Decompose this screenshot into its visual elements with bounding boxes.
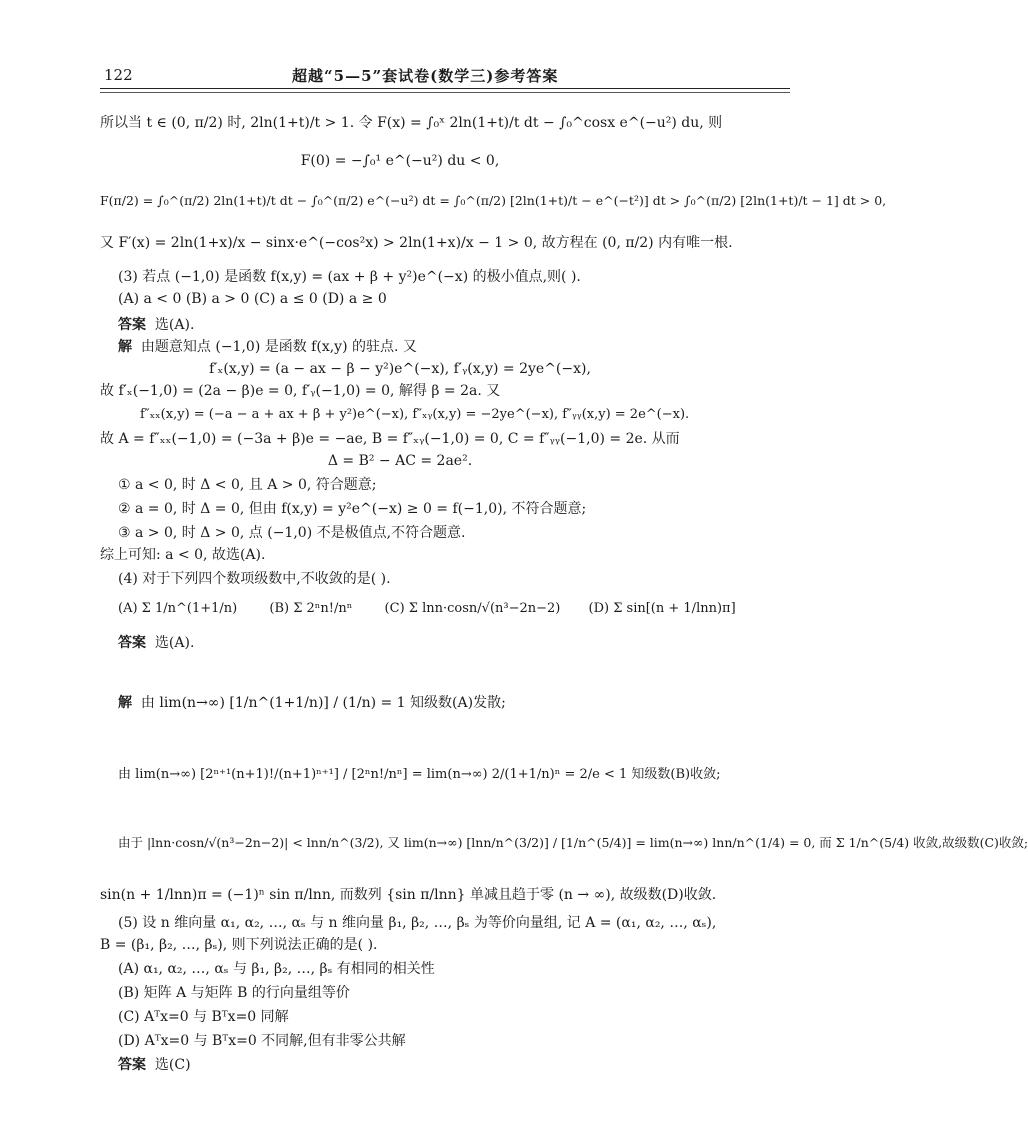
solution-4-d: sin(n + 1/lnn)π = (−1)ⁿ sin π/lnn, 而数列 {sin π/lnn} 单减且趋于零 (n → ∞), 故级数(D)收敛.	[100, 887, 717, 903]
question-5: (5) 设 n 维向量 α₁, α₂, …, αₛ 与 n 维向量 β₁, β₂, …, βₛ 为等价向量组, 记 A = (α₁, α₂, …, αₛ),	[118, 915, 717, 931]
text-line-abc: 故 A = f″ₓₓ(−1,0) = (−3a + β)e = −ae, B = f″ₓᵧ(−1,0) = 0, C = f″ᵧᵧ(−1,0) = 2e. 从而	[100, 431, 680, 447]
case-3: ③ a > 0, 时 Δ > 0, 点 (−1,0) 不是极值点,不符合题意.	[118, 525, 466, 541]
answer-label: 答案	[118, 317, 146, 333]
option-c: (C) Σ lnn·cosn/√(n³−2n−2)	[384, 601, 561, 616]
answer-text: 选(C)	[154, 1057, 191, 1073]
question-3-options: (A) a < 0 (B) a > 0 (C) a ≤ 0 (D) a ≥ 0	[118, 291, 387, 307]
solution-4-b: 由 lim(n→∞) [2ⁿ⁺¹(n+1)!/(n+1)ⁿ⁺¹] / [2ⁿn!/nⁿ] = lim(n→∞) 2/(1+1/n)ⁿ = 2/e < 1 知级数(B)收敛;	[118, 767, 721, 782]
question-5-option-c: (C) Aᵀx=0 与 Bᵀx=0 同解	[118, 1009, 289, 1025]
text-line-stationary: 故 f′ₓ(−1,0) = (2a − β)e = 0, f′ᵧ(−1,0) = 0, 解得 β = 2a. 又	[100, 383, 501, 399]
question-3: (3) 若点 (−1,0) 是函数 f(x,y) = (ax + β + y²)e^(−x) 的极小值点,则( ).	[118, 269, 581, 285]
question-5-option-b: (B) 矩阵 A 与矩阵 B 的行向量组等价	[118, 985, 350, 1001]
solution-label: 解	[118, 695, 132, 711]
answer-text: 选(A).	[154, 317, 195, 333]
equation-f-pi-half: F(π/2) = ∫₀^(π/2) 2ln(1+t)/t dt − ∫₀^(π/2) e^(−u²) dt = ∫₀^(π/2) [2ln(1+t)/t − e^(−t²)] dt > ∫₀^(π/2) [2ln(1+t)/t − 1] dt > 0,	[100, 193, 887, 208]
answer-5	[118, 1054, 191, 1076]
answer-label: 答案	[118, 635, 146, 651]
option-a: (A) Σ 1/n^(1+1/n)	[118, 601, 238, 616]
header-rule-thin	[100, 92, 790, 93]
question-5-option-a: (A) α₁, α₂, …, αₛ 与 β₁, β₂, …, βₛ 有相同的相关性	[118, 961, 435, 977]
answer-3	[118, 314, 194, 336]
equation-second-partials: f″ₓₓ(x,y) = (−a − a + ax + β + y²)e^(−x), f″ₓᵧ(x,y) = −2ye^(−x), f″ᵧᵧ(x,y) = 2e^(−x).	[140, 407, 690, 422]
solution-4-c: 由于 |lnn·cosn/√(n³−2n−2)| < lnn/n^(3/2), 又 lim(n→∞) [lnn/n^(3/2)] / [1/n^(5/4)] = lim(n→∞) lnn/n^(1/4) = 0, 而 Σ 1/n^(5/4) 收敛,故级数(C)收敛;	[118, 835, 1028, 850]
option-b: (B) Σ 2ⁿn!/nⁿ	[269, 601, 353, 616]
text-line-derivative: 又 F′(x) = 2ln(1+x)/x − sinx·e^(−cos²x) > 2ln(1+x)/x − 1 > 0, 故方程在 (0, π/2) 内有唯一根.	[100, 235, 733, 251]
case-1: ① a < 0, 时 Δ < 0, 且 A > 0, 符合题意;	[118, 477, 377, 493]
equation-delta: Δ = B² − AC = 2ae².	[327, 453, 473, 469]
question-5-option-d: (D) Aᵀx=0 与 Bᵀx=0 不同解,但有非零公共解	[118, 1033, 406, 1049]
solution-4	[118, 692, 506, 714]
equation-partials: f′ₓ(x,y) = (a − ax − β − y²)e^(−x), f′ᵧ(x,y) = 2ye^(−x),	[209, 361, 591, 377]
option-d: (D) Σ sin[(n + 1/lnn)π]	[588, 601, 736, 616]
page-number: 122	[104, 66, 133, 84]
running-title: 超越“5—5”套试卷(数学三)参考答案	[292, 67, 559, 85]
conclusion-3: 综上可知: a < 0, 故选(A).	[100, 547, 266, 563]
text-line-1: 所以当 t ∈ (0, π/2) 时, 2ln(1+t)/t > 1. 令 F(x) = ∫₀ˣ 2ln(1+t)/t dt − ∫₀^cosx e^(−u²) du, 则	[100, 115, 723, 131]
question-5-cont: B = (β₁, β₂, …, βₛ), 则下列说法正确的是( ).	[100, 937, 378, 953]
answer-label: 答案	[118, 1057, 146, 1073]
answer-4	[118, 632, 194, 654]
answer-text: 选(A).	[154, 635, 195, 651]
solution-text: 由题意知点 (−1,0) 是函数 f(x,y) 的驻点. 又	[140, 339, 417, 355]
solution-label: 解	[118, 339, 132, 355]
solution-text: 由 lim(n→∞) [1/n^(1+1/n)] / (1/n) = 1 知级数(A)发散;	[140, 695, 506, 711]
equation-f0: F(0) = −∫₀¹ e^(−u²) du < 0,	[300, 153, 500, 169]
page-header	[100, 62, 740, 90]
solution-3	[118, 336, 417, 358]
header-rule	[100, 88, 790, 89]
question-4-options	[118, 598, 736, 620]
question-4: (4) 对于下列四个数项级数中,不收敛的是( ).	[118, 571, 391, 587]
case-2: ② a = 0, 时 Δ = 0, 但由 f(x,y) = y²e^(−x) ≥ 0 = f(−1,0), 不符合题意;	[118, 501, 587, 517]
